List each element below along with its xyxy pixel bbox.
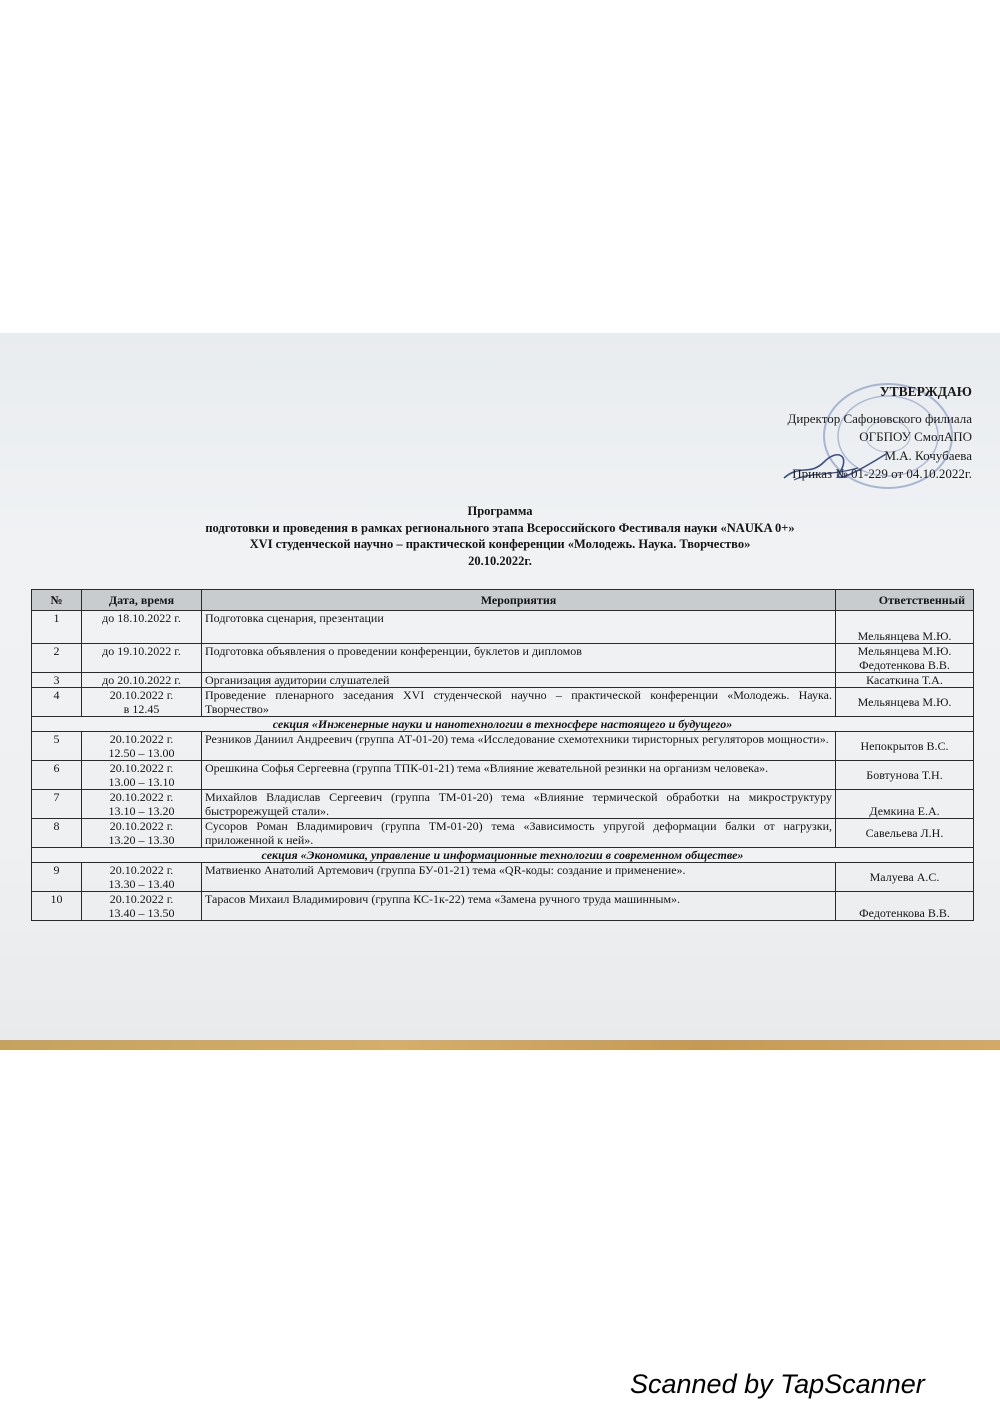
row-date: до 19.10.2022 г. [82, 644, 202, 673]
row-event: Подготовка объявления о проведении конференции, буклетов и дипломов [202, 644, 836, 673]
scanner-watermark: Scanned by TapScanner [630, 1369, 925, 1399]
table-body-section1 [32, 732, 974, 848]
table-row [32, 863, 974, 892]
table-row [32, 892, 974, 921]
row-date: 20.10.2022 г. 13.40 – 13.50 [82, 892, 202, 921]
row-number: 8 [32, 819, 82, 848]
approval-organization: ОГБПОУ СмолАПО [859, 429, 972, 444]
row-number: 9 [32, 863, 82, 892]
row-date: 20.10.2022 г. 13.00 – 13.10 [82, 761, 202, 790]
header-number: № [32, 590, 82, 611]
row-date: 20.10.2022 г. в 12.45 [82, 688, 202, 717]
row-number: 2 [32, 644, 82, 673]
row-responsible: Непокрытов В.С. [836, 732, 974, 761]
heading-date: 20.10.2022г. [468, 553, 532, 568]
table-row [32, 761, 974, 790]
table-header-row [32, 590, 974, 611]
program-table [31, 589, 974, 921]
section-row [32, 717, 974, 732]
document-heading [0, 503, 1000, 569]
section-row [32, 848, 974, 863]
row-event: Резников Даниил Андреевич (группа АТ-01-20) тема «Исследование схемотехники тиристорных регуляторов мощности». [202, 732, 836, 761]
row-responsible: Бовтунова Т.Н. [836, 761, 974, 790]
row-number: 10 [32, 892, 82, 921]
table-row [32, 644, 974, 673]
row-responsible: Касаткина Т.А. [836, 673, 974, 688]
heading-subtitle: подготовки и проведения в рамках регионального этапа Всероссийского Фестиваля науки «NAUKA 0+» [205, 520, 795, 535]
approval-title: УТВЕРЖДАЮ [879, 384, 972, 399]
header-date: Дата, время [82, 590, 202, 611]
row-responsible: Малуева А.С. [836, 863, 974, 892]
row-responsible: Федотенкова В.В. [836, 892, 974, 921]
row-date: до 20.10.2022 г. [82, 673, 202, 688]
approval-director: Директор Сафоновского филиала [787, 410, 972, 426]
row-number: 4 [32, 688, 82, 717]
row-number: 7 [32, 790, 82, 819]
header-responsible: Ответственный [836, 590, 974, 611]
table-body-general [32, 611, 974, 717]
section-title: секция «Инженерные науки и нанотехнологии в техносфере настоящего и будущего» [32, 717, 974, 732]
row-event: Проведение пленарного заседания XVI студенческой научно – практической конференции «Молодежь. Наука. Творчество» [202, 688, 836, 717]
row-date: до 18.10.2022 г. [82, 611, 202, 644]
heading-conference: XVI студенческой научно – практической конференции «Молодежь. Наука. Творчество» [249, 537, 751, 551]
section-title: секция «Экономика, управление и информационные технологии в современном обществе» [32, 848, 974, 863]
row-responsible: Мельянцева М.Ю. [836, 688, 974, 717]
table-surface-strip [0, 1040, 1000, 1050]
table-row [32, 790, 974, 819]
table-row [32, 673, 974, 688]
row-number: 5 [32, 732, 82, 761]
table-row [32, 611, 974, 644]
table-row [32, 732, 974, 761]
row-date: 20.10.2022 г. 13.10 – 13.20 [82, 790, 202, 819]
row-responsible: Мельянцева М.Ю. [836, 611, 974, 644]
row-event: Орешкина Софья Сергеевна (группа ТПК-01-21) тема «Влияние жевательной резинки на организм человека». [202, 761, 836, 790]
row-responsible: Савельева Л.Н. [836, 819, 974, 848]
header-event: Мероприятия [202, 590, 836, 611]
row-event: Тарасов Михаил Владимирович (группа КС-1к-22) тема «Замена ручного труда машинным». [202, 892, 836, 921]
section-engineering [32, 717, 974, 732]
approval-name: М.А. Кочубаева [884, 447, 972, 463]
row-event: Организация аудитории слушателей [202, 673, 836, 688]
row-number: 6 [32, 761, 82, 790]
row-date: 20.10.2022 г. 13.20 – 13.30 [82, 819, 202, 848]
row-number: 3 [32, 673, 82, 688]
row-event: Сусоров Роман Владимирович (группа ТМ-01-20) тема «Зависимость упругой деформации балки от нагрузки, приложенной к ней». [202, 819, 836, 848]
row-responsible: Мельянцева М.Ю. Федотенкова В.В. [836, 644, 974, 673]
row-event: Матвиенко Анатолий Артемович (группа БУ-01-21) тема «QR-коды: создание и применение». [202, 863, 836, 892]
table-body-section2 [32, 863, 974, 921]
section-economics [32, 848, 974, 863]
row-date: 20.10.2022 г. 13.30 – 13.40 [82, 863, 202, 892]
row-event: Михайлов Владислав Сергеевич (группа ТМ-01-20) тема «Влияние термической обработки на микроструктуру быстрорежущей стали». [202, 790, 836, 819]
table-row [32, 819, 974, 848]
row-date: 20.10.2022 г. 12.50 – 13.00 [82, 732, 202, 761]
approval-block [672, 383, 972, 484]
approval-order: Приказ № 01-229 от 04.10.2022г. [792, 466, 972, 481]
table-row [32, 688, 974, 717]
row-event: Подготовка сценария, презентации [202, 611, 836, 644]
heading-title: Программа [467, 504, 533, 518]
row-responsible: Демкина Е.А. [836, 790, 974, 819]
row-number: 1 [32, 611, 82, 644]
